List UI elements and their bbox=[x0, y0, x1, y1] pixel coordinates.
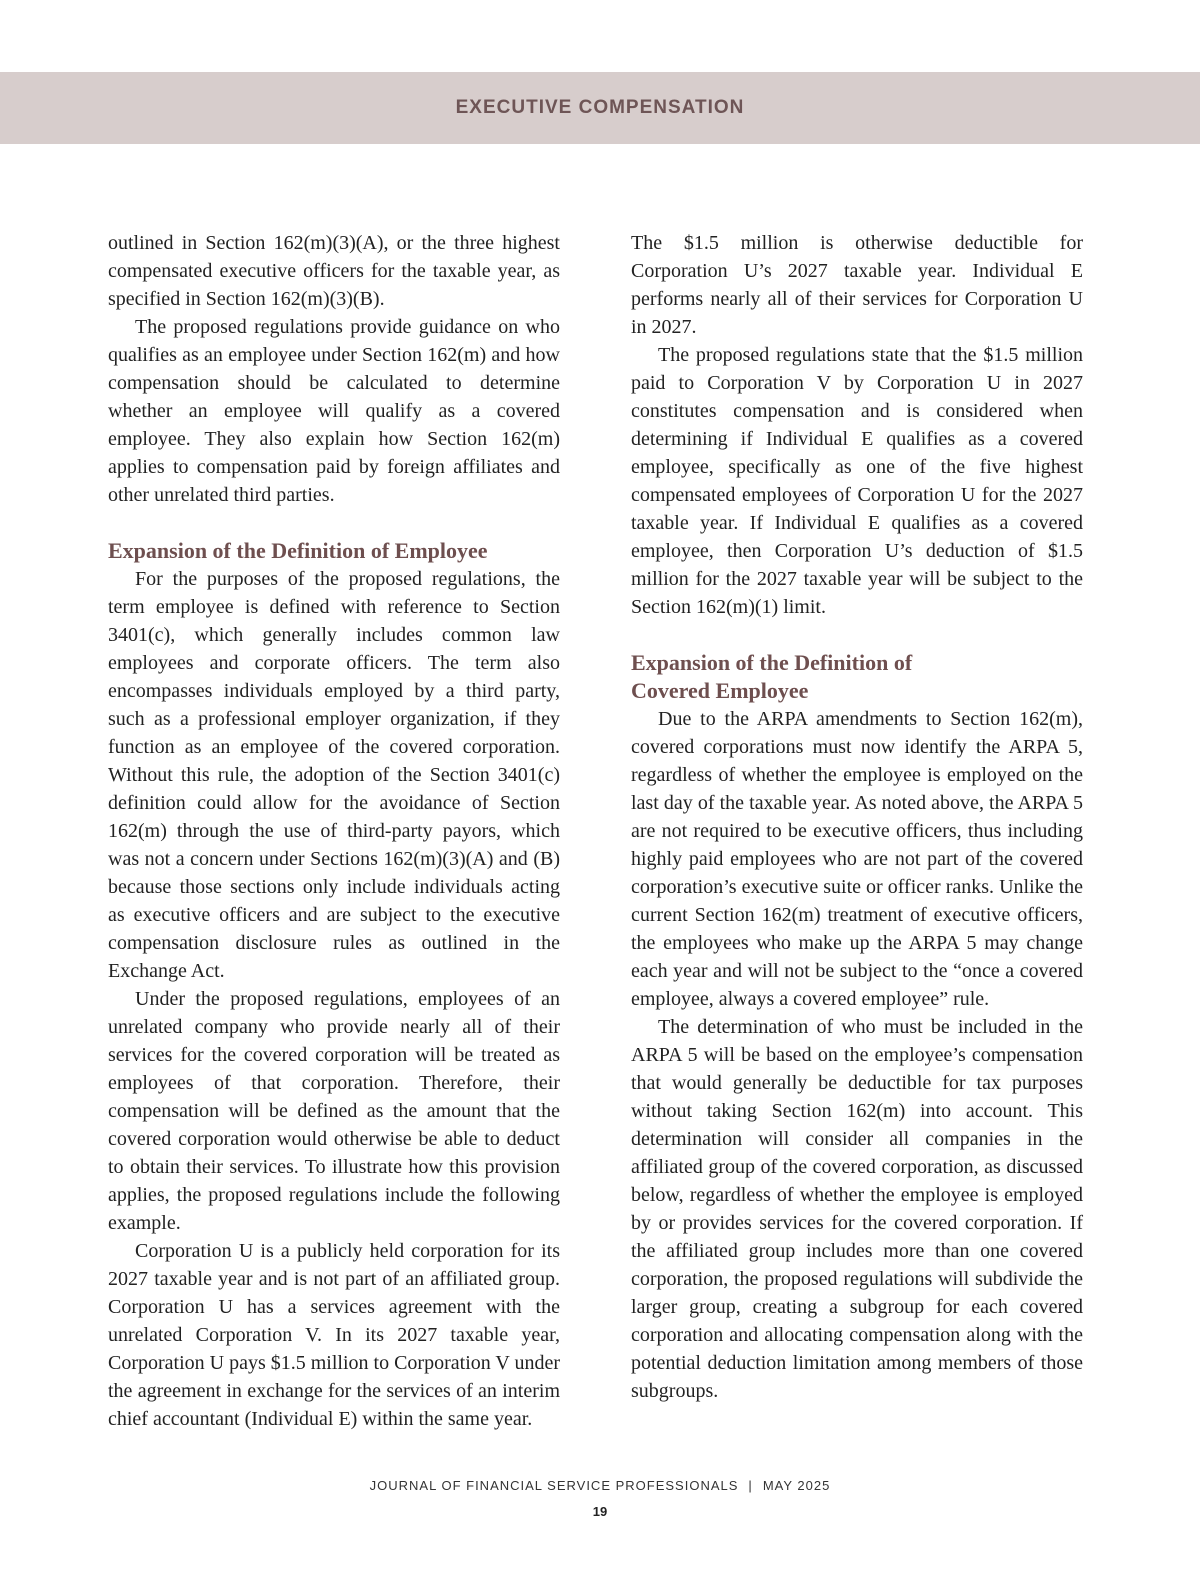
paragraph: The proposed regulations state that the $1.5 million paid to Corporation V by Corporation U in 2027 constitutes compensation and is considered when determining if Individual E qualifies as a covered employee, specifically as one of the five highest compensated employees of Corporation U for the 2027 taxable year. If Individual E qualifies as a covered employee, then Corporation U’s deduction of $1.5 million for the 2027 taxable year will be subject to the Section 162(m)(1) limit. bbox=[631, 344, 1083, 618]
paragraph: Corporation U is a publicly held corporation for its 2027 taxable year and is not part of an affiliated group. Corporation U has a services agreement with the unrelated Corporation V. In its 2027 taxable year, Corporation U pays $1.5 million to Corporation V under the agreement in exchange for the services of an interim chief accountant (Individual E) within the same year. bbox=[108, 1240, 561, 1430]
paragraph: The proposed regulations provide guidance on who qualifies as an employee under Section 162(m) and how compensation should be calculated to determine whether an employee will qualify as a covered employee. They also explain how Section 162(m) applies to compensation paid by foreign affiliates and other unrelated third parties. bbox=[108, 316, 560, 506]
heading-line: Expansion of the Definition of bbox=[631, 650, 913, 675]
paragraph: The $1.5 million is otherwise deductible for Corporation U’s 2027 taxable year. Individual E performs nearly all of their services for Corporation U in 2027. bbox=[631, 232, 1083, 338]
page-number: 19 bbox=[592, 1504, 608, 1519]
paragraph: outlined in Section 162(m)(3)(A), or the three highest compensated executive officers for the taxable year, as specified in Section 162(m)(3)(B). bbox=[108, 232, 560, 310]
journal-name: JOURNAL OF FINANCIAL SERVICE PROFESSIONALS bbox=[369, 1478, 739, 1493]
section-heading bbox=[631, 649, 1083, 705]
section-header-band bbox=[0, 72, 1200, 144]
right-column bbox=[631, 229, 1083, 1405]
paragraph: For the purposes of the proposed regulations, the term employee is defined with reference to Section 3401(c), which generally includes common law employees and corporate officers. The term also encompasses individuals employed by a third party, such as a professional employer organization, if they function as an employee of the covered corporation. Without this rule, the adoption of the Section 3401(c) definition could allow for the avoidance of Section 162(m) through the use of third-party payors, which was not a concern under Sections 162(m)(3)(A) and (B) because those sections only include individuals acting as executive officers and are subject to the executive compensation disclosure rules as outlined in the Exchange Act. bbox=[108, 568, 560, 982]
issue-date: MAY 2025 bbox=[762, 1478, 831, 1493]
left-column bbox=[108, 229, 560, 1433]
section-title: EXECUTIVE COMPENSATION bbox=[455, 97, 745, 118]
paragraph: Due to the ARPA amendments to Section 162(m), covered corporations must now identify the ARPA 5, regardless of whether the employee is employed on the last day of the taxable year. As noted above, the ARPA 5 are not required to be executive officers, thus including highly paid employees who are not part of the covered corporation’s executive suite or officer ranks. Unlike the current Section 162(m) treatment of executive officers, the employees who make up the ARPA 5 may change each year and will not be subject to the “once a covered employee, always a covered employee” rule. bbox=[631, 708, 1083, 1010]
footer-separator: | bbox=[748, 1478, 753, 1493]
paragraph: Under the proposed regulations, employees of an unrelated company who provide nearly all of their services for the covered corporation will be treated as employees of that corporation. Therefore, their compensation will be defined as the amount that the covered corporation would otherwise be able to deduct to obtain their services. To illustrate how this provision applies, the proposed regulations include the following example. bbox=[108, 988, 560, 1234]
section-heading: Expansion of the Definition of Employee bbox=[108, 538, 488, 563]
footer-journal-line bbox=[0, 1478, 1200, 1493]
paragraph: The determination of who must be included in the ARPA 5 will be based on the employee’s compensation that would generally be deductible for tax purposes without taking Section 162(m) into account. This determination will consider all companies in the affiliated group of the covered corporation, as discussed below, regardless of whether the employee is employed by or provides services for the covered corporation. If the affiliated group includes more than one covered corporation, the proposed regulations will subdivide the larger group, creating a subgroup for each covered corporation and allocating compensation along with the potential deduction limitation among members of those subgroups. bbox=[631, 1016, 1083, 1402]
heading-line: Covered Employee bbox=[631, 678, 809, 703]
